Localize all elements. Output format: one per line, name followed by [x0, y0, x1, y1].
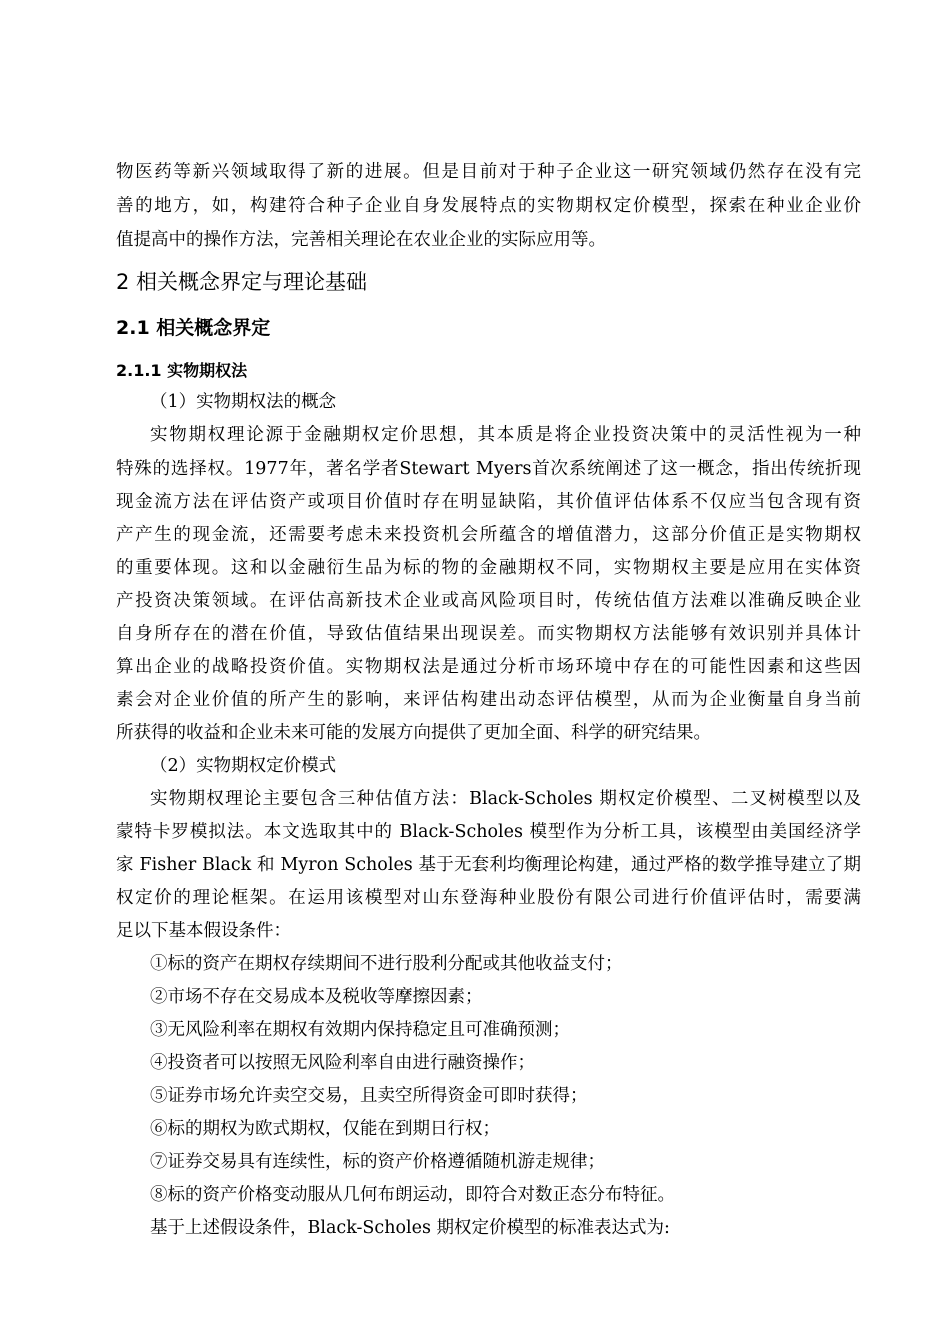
- item-title: （1）实物期权法的概念: [150, 392, 337, 412]
- text-line: 产产生的现金流，还需要考虑未来投资机会所蕴含的增值潜力，这部分价值正是实物期权: [116, 525, 861, 545]
- text-line: 物医药等新兴领域取得了新的进展。但是目前对于种子企业这一研究领域仍然存在没有完: [116, 162, 861, 182]
- list-item: ①标的资产在期权存续期间不进行股利分配或其他收益支付；: [150, 954, 623, 974]
- text-line: 的重要体现。这和以金融衍生品为标的物的金融期权不同，实物期权主要是应用在实体资: [116, 558, 861, 578]
- text-line: 权定价的理论框架。在运用该模型对山东登海种业股份有限公司进行价值评估时，需要满: [116, 888, 861, 908]
- text-line: 所获得的收益和企业未来可能的发展方向提供了更加全面、科学的研究结果。: [116, 723, 711, 743]
- text-line: 家 Fisher Black 和 Myron Scholes 基于无套利均衡理论构建，通过严格的数学推导建立了期: [116, 855, 861, 875]
- list-item: ⑦证券交易具有连续性，标的资产价格遵循随机游走规律；: [150, 1152, 605, 1172]
- text-line: 足以下基本假设条件：: [116, 921, 291, 941]
- text-line: 现金流方法在评估资产或项目价值时存在明显缺陷，其价值评估体系不仅应当包含现有资: [116, 492, 861, 512]
- item-title: （2）实物期权定价模式: [150, 756, 337, 776]
- list-item: ④投资者可以按照无风险利率自由进行融资操作；: [150, 1053, 535, 1073]
- list-item: ③无风险利率在期权有效期内保持稳定且可准确预测；: [150, 1020, 570, 1040]
- section-heading: 2.1 相关概念界定: [116, 317, 271, 339]
- closing-line: 基于上述假设条件，Black-Scholes 期权定价模型的标准表达式为:: [150, 1218, 670, 1238]
- chapter-heading: 2 相关概念界定与理论基础: [116, 270, 368, 294]
- text-line: 特殊的选择权。1977年，著名学者Stewart Myers首次系统阐述了这一概念，指出传统折现: [116, 459, 861, 479]
- list-item: ②市场不存在交易成本及税收等摩擦因素；: [150, 987, 483, 1007]
- text-line: 善的地方，如，构建符合种子企业自身发展特点的实物期权定价模型，探索在种业企业价: [116, 196, 861, 216]
- text-line: 素会对企业价值的所产生的影响，来评估构建出动态评估模型，从而为企业衡量自身当前: [116, 690, 861, 710]
- text-line: 产投资决策领域。在评估高新技术企业或高风险项目时，传统估值方法难以准确反映企业: [116, 591, 861, 611]
- list-item: ⑧标的资产价格变动服从几何布朗运动，即符合对数正态分布特征。: [150, 1185, 675, 1205]
- text-line: 蒙特卡罗模拟法。本文选取其中的 Black-Scholes 模型作为分析工具，该模型由美国经济学: [116, 822, 861, 842]
- text-line: 值提高中的操作方法，完善相关理论在农业企业的实际应用等。: [116, 230, 606, 250]
- text-line: 实物期权理论源于金融期权定价思想，其本质是将企业投资决策中的灵活性视为一种: [150, 425, 861, 445]
- text-line: 实物期权理论主要包含三种估值方法：Black-Scholes 期权定价模型、二叉树模型以及: [150, 789, 861, 809]
- text-line: 自身所存在的潜在价值，导致估值结果出现误差。而实物期权方法能够有效识别并具体计: [116, 624, 861, 644]
- subsection-heading: 2.1.1 实物期权法: [116, 361, 248, 380]
- list-item: ⑤证券市场允许卖空交易，且卖空所得资金可即时获得；: [150, 1086, 588, 1106]
- list-item: ⑥标的期权为欧式期权，仅能在到期日行权；: [150, 1119, 500, 1139]
- text-line: 算出企业的战略投资价值。实物期权法是通过分析市场环境中存在的可能性因素和这些因: [116, 657, 861, 677]
